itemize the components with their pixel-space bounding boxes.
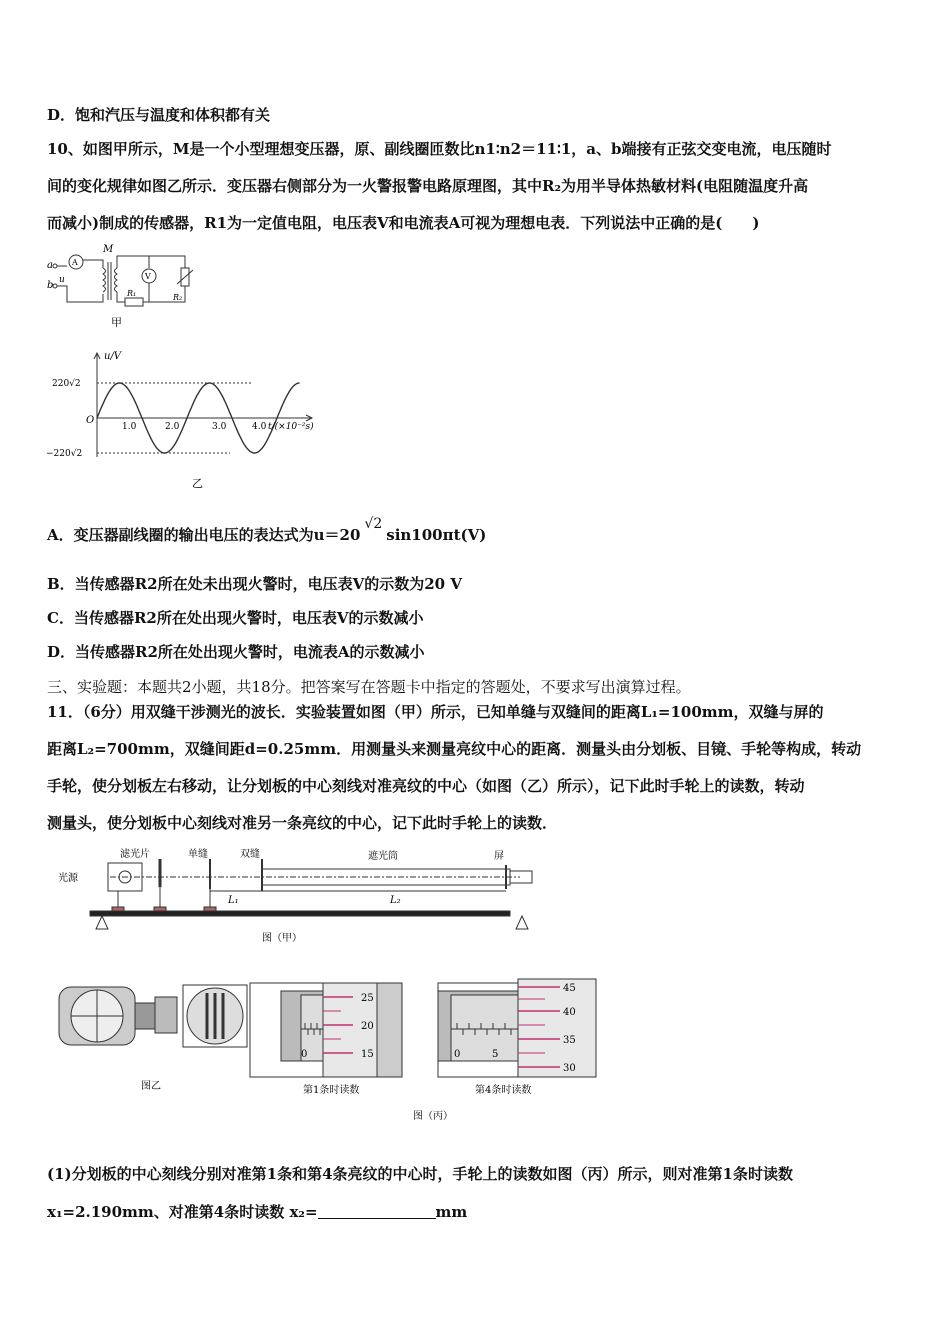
label-m: M xyxy=(103,244,114,255)
q11-stem-line-3: 手轮，使分划板左右移动，让分划板的中心刻线对准亮纹的中心（如图（乙）所示），记下此时手轮上的读数，转动 xyxy=(47,777,805,795)
q10-option-b: B．当传感器R2所在处未出现火警时，电压表V的示数为20 V xyxy=(47,575,462,593)
x-tick-label: 4.0 xyxy=(252,422,267,432)
label-double-slit: 双缝 xyxy=(240,849,260,860)
label-a: a xyxy=(47,260,53,271)
q10-stem-line-2: 间的变化规律如图乙所示．变压器右侧部分为一火警报警电路原理图，其中R₂为用半导体热敏材料(电阻随温度升高 xyxy=(47,177,809,195)
micrometer-figure xyxy=(55,975,600,1125)
part1-prefix: x₁=2.190mm、对准第4条时读数 x₂= xyxy=(47,1203,318,1221)
right-main-label: 5 xyxy=(492,1049,499,1060)
origin-label: O xyxy=(86,415,95,426)
left-scale-label: 25 xyxy=(361,993,374,1004)
label-light-source: 光源 xyxy=(58,873,78,884)
right-reading-caption: 第4条时读数 xyxy=(475,1085,532,1096)
left-reading-caption: 第1条时读数 xyxy=(303,1085,360,1096)
label-r2: R₂ xyxy=(173,293,183,302)
right-scale-label: 45 xyxy=(563,983,576,994)
answer-blank-x2[interactable] xyxy=(318,1204,436,1219)
fig-bing-caption: 图（丙） xyxy=(413,1111,453,1122)
label-r1: R₁ xyxy=(127,289,137,298)
label-b: b xyxy=(47,280,54,291)
q10-option-d: D．当传感器R2所在处出现火警时，电流表A的示数减小 xyxy=(47,643,425,661)
q10-stem-line-1: 10、如图甲所示，M是一个小型理想变压器，原、副线圈匝数比n1∶n2＝11∶1，a、b端接有正弦交变电流，电压随时 xyxy=(47,140,832,158)
label-filter: 滤光片 xyxy=(120,849,150,860)
interference-apparatus-figure xyxy=(50,845,550,945)
voltage-sine-graph xyxy=(42,345,342,495)
label-tube: 遮光筒 xyxy=(368,851,398,862)
right-scale-label: 35 xyxy=(563,1035,576,1046)
right-scale-label: 40 xyxy=(563,1007,576,1018)
left-scale-label: 15 xyxy=(361,1049,374,1060)
label-ammeter: A xyxy=(72,258,78,267)
label-screen: 屏 xyxy=(494,851,504,862)
fig-jia-caption-q11: 图（甲） xyxy=(262,933,302,944)
secondary-coil xyxy=(115,268,118,292)
micrometer-left xyxy=(250,983,402,1077)
terminal-a-dot xyxy=(53,264,57,268)
option-a-prefix: A．变压器副线圈的输出电压的表达式为u＝20 xyxy=(47,526,361,544)
sqrt2-symbol: √2 xyxy=(364,516,383,532)
q10-option-a xyxy=(47,516,487,545)
resistor-r1 xyxy=(125,298,143,306)
fig-yi-caption: 乙 xyxy=(192,477,203,490)
q11-part1-line-1: (1)分划板的中心刻线分别对准第1条和第4条亮纹的中心时，手轮上的读数如图（丙）所示，则对准第1条时读数 xyxy=(47,1165,793,1183)
q11-stem-line-4: 测量头，使分划板中心刻线对准另一条亮纹的中心，记下此时手轮上的读数． xyxy=(47,814,558,832)
q11-stem-line-1: 11．（6分）用双缝干涉测光的波长．实验装置如图（甲）所示，已知单缝与双缝间的距离L₁=100mm，双缝与屏的 xyxy=(47,703,824,721)
left-scale-label: 20 xyxy=(361,1021,374,1032)
label-l1: L₁ xyxy=(228,895,239,906)
x-tick-label: 2.0 xyxy=(165,422,180,432)
fig-yi-caption-q11: 图乙 xyxy=(141,1081,161,1092)
q10-option-c: C．当传感器R2所在处出现火警时，电压表V的示数减小 xyxy=(47,609,424,627)
section3-heading: 三、实验题：本题共2小题，共18分。把答案写在答题卡中指定的答题处，不要求写出演算过程。 xyxy=(47,678,691,696)
q11-stem-line-2: 距离L₂=700mm，双缝间距d=0.25mm．用测量头来测量亮纹中心的距离．测量头由分划板、目镜、手轮等构成，转动 xyxy=(47,740,862,758)
label-l2: L₂ xyxy=(390,895,401,906)
optical-bench xyxy=(90,911,510,916)
right-main-label: 0 xyxy=(454,1049,461,1060)
transformer-circuit-figure xyxy=(45,240,195,332)
q10-stem-line-3: 而减小)制成的传感器，R1为一定值电阻，电压表V和电流表A可视为理想电表．下列说法中正确的是( ) xyxy=(47,214,760,232)
y-top-label: 220√2 xyxy=(52,379,81,389)
y-bottom-label: −220√2 xyxy=(46,449,83,459)
bench-leg-left xyxy=(96,916,108,929)
label-single-slit: 单缝 xyxy=(188,849,208,860)
label-u: u xyxy=(59,275,65,285)
bench-leg-right xyxy=(516,916,528,929)
terminal-b-dot xyxy=(53,284,57,288)
x-tick-label: 1.0 xyxy=(122,422,137,432)
primary-coil xyxy=(103,268,106,292)
q11-part1-line-2 xyxy=(47,1201,467,1222)
left-main-label: 0 xyxy=(301,1049,308,1060)
y-axis-label: u/V xyxy=(104,351,122,362)
option-a-suffix: sin100πt(V) xyxy=(386,526,487,544)
q9-option-d: D．饱和汽压与温度和体积都有关 xyxy=(47,106,271,124)
measuring-head-view xyxy=(59,985,247,1047)
part1-suffix: mm xyxy=(435,1203,468,1221)
x-axis-label: t/(×10⁻²s) xyxy=(268,422,314,432)
x-tick-label: 3.0 xyxy=(212,422,227,432)
label-voltmeter: V xyxy=(145,272,151,281)
right-scale-label: 30 xyxy=(563,1063,576,1074)
fig-jia-caption: 甲 xyxy=(111,316,122,329)
